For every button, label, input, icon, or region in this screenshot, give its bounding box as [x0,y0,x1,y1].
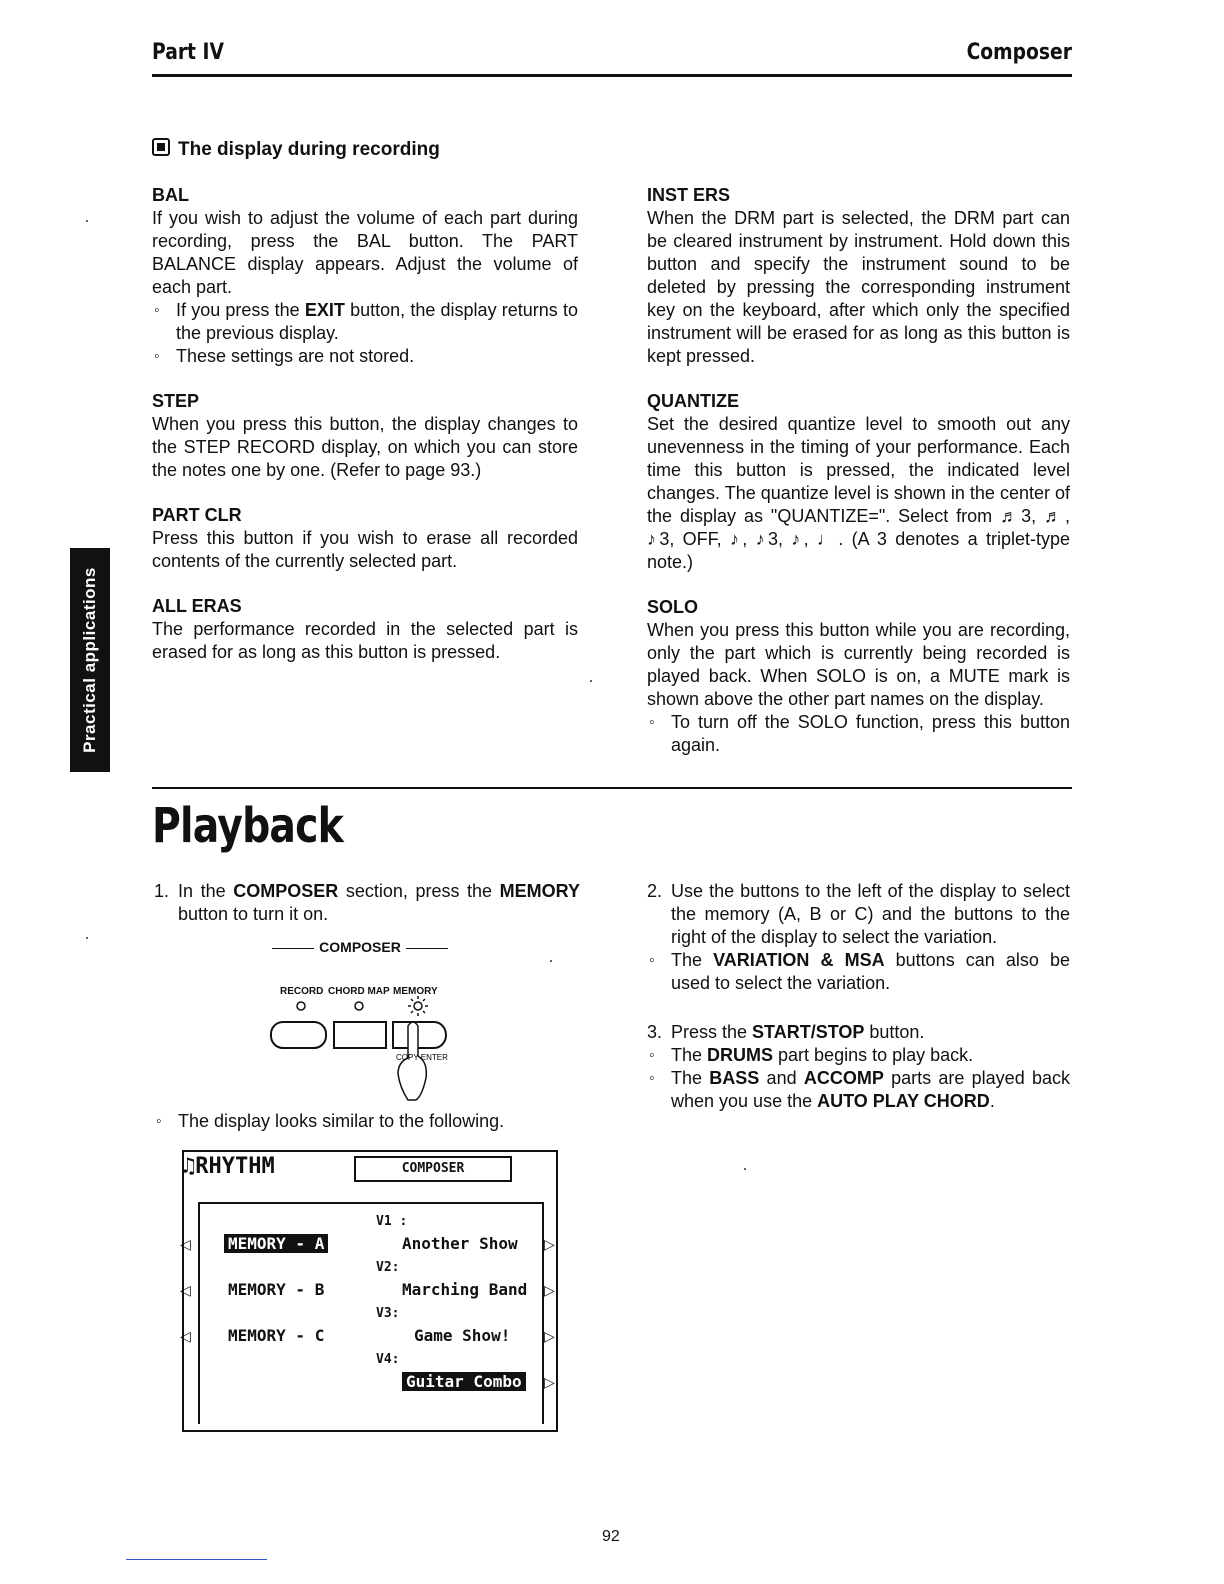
step-body: When you press this button, the display changes to the STEP RECORD display, on which you can store the notes one by one. (Refer to page 93.) [152,414,578,480]
step-3-bullet-1: ◦ The DRUMS part begins to play back. [647,1044,1070,1067]
right-column [647,184,1070,757]
v3-label: V3: [376,1306,400,1321]
v2-value: Marching Band [402,1280,528,1299]
header-chapter: Composer [966,40,1072,65]
side-tab [70,548,110,772]
playback-title: Playback [152,798,344,854]
memory-a-selected[interactable]: MEMORY - A [224,1234,328,1253]
scan-speck [550,960,552,962]
copy-enter-label: COPY ENTER [396,1053,448,1062]
bal-heading: BAL [152,185,189,205]
memory-c[interactable]: MEMORY - C [228,1326,325,1345]
chord-map-led-icon [355,1002,363,1010]
header-rule [152,74,1072,77]
inst-ers-body: When the DRM part is selected, the DRM part can be cleared instrument by instrument. Hold down this button and specify the instrument sound to be deleted by pressing the corresponding instrument key on the keyboard, after which only the specified instrument will be erased for as long as this button is kept pressed. [647,208,1070,366]
right-arrow-icon[interactable]: ▷ [544,1236,555,1252]
v4-label: V4: [376,1352,400,1367]
v1-label: V1 : [376,1214,408,1229]
part-clr-body: Press this button if you wish to erase all recorded contents of the currently selected part. [152,528,578,571]
step-heading: STEP [152,391,200,411]
step-2-text: 2. Use the buttons to the left of the display to select the memory (A, B or C) and the buttons to the right of the display to select the variation. [647,881,1070,947]
scan-speck [590,680,592,682]
inst-ers-heading: INST ERS [647,185,731,205]
section-title-text: The display during recording [178,139,440,160]
record-button[interactable] [271,1022,326,1048]
right-arrow-icon[interactable]: ▷ [544,1328,555,1344]
solo-bullet: ◦ To turn off the SOLO function, press this button again. [647,711,1070,757]
v4-value-selected[interactable]: Guitar Combo [402,1372,526,1391]
solo-body: When you press this button while you are recording, only the part which is currently being recorded is played back. When SOLO is on, a MUTE mark is shown above the other part names on the display. [647,620,1070,709]
all-eras-block [152,595,578,664]
step-3-bullet-2: ◦ The BASS and ACCOMP parts are played back when you use the AUTO PLAY CHORD. [647,1067,1070,1113]
right-arrow-icon[interactable]: ▷ [544,1374,555,1390]
left-arrow-icon[interactable]: ◁ [180,1236,191,1252]
rhythm-icon: ♫ [182,1154,196,1179]
solo-heading: SOLO [647,597,699,617]
right-arrow-icon[interactable]: ▷ [544,1282,555,1298]
footnote-rule [126,1559,267,1560]
composer-mode-box: COMPOSER [354,1156,512,1182]
header-part: Part IV [152,40,224,65]
rhythm-header [182,1154,275,1179]
chord-map-label: CHORD MAP [328,986,390,997]
left-column [152,184,578,664]
side-tab-label: Practical applications [80,567,99,753]
section-rule [152,787,1072,789]
all-eras-body: The performance recorded in the selected part is erased for as long as this button is pressed. [152,619,578,662]
solo-block [647,596,1070,757]
v2-label: V2: [376,1260,400,1275]
page-number: 92 [602,1528,620,1545]
quantize-heading: QUANTIZE [647,391,739,411]
composer-panel-label: COMPOSER [272,939,448,955]
part-clr-block [152,504,578,573]
bal-bullet-2: ◦ These settings are not stored. [152,345,578,368]
part-clr-heading: PART CLR [152,505,242,525]
memory-label: MEMORY [393,986,438,997]
step-block [152,390,578,482]
composer-panel-illustration [266,996,456,1106]
scan-speck [86,220,88,222]
memory-led-lit-icon [408,996,428,1016]
scan-speck [744,1168,746,1170]
v3-value: Game Show! [414,1326,511,1345]
bal-block [152,184,578,368]
inst-ers-block [647,184,1070,368]
step-3-text: 3. Press the START/STOP button. [647,1022,925,1042]
steps-right [647,880,1070,1113]
quantize-body: Set the desired quantize level to smooth out any unevenness in the timing of your performance. Each time this button is pressed, the indicated level changes. The quantize level is shown in the center of the display as "QUANTIZE=". Select from ♬3, ♬, ♪3, OFF, ♪, ♪3, ♪, ♩. (A 3 denotes a triplet-type note.) [647,414,1070,572]
left-arrow-icon[interactable]: ◁ [180,1282,191,1298]
section-bullet-icon [152,138,170,156]
all-eras-heading: ALL ERAS [152,596,242,616]
v1-value: Another Show [402,1234,518,1253]
left-arrow-icon[interactable]: ◁ [180,1328,191,1344]
record-label: RECORD [280,986,324,997]
lcd-display [182,1150,558,1432]
step-1-bullet-wrap [154,1110,580,1133]
section-title [152,138,440,161]
step-2-bullet: ◦ The VARIATION & MSA buttons can also be used to select the variation. [647,949,1070,995]
rhythm-label: RHYTHM [195,1154,275,1179]
memory-button[interactable] [393,1022,446,1048]
bal-body: If you wish to adjust the volume of each part during recording, press the BAL button. The PART BALANCE display appears. Adjust the volume of each part. [152,208,578,297]
scan-speck [86,937,88,939]
record-led-icon [297,1002,305,1010]
step-1-text: 1. In the COMPOSER section, press the MEMORY button to turn it on. [154,881,580,924]
quantize-block [647,390,1070,574]
bal-bullet-1: ◦ If you press the EXIT button, the display returns to the previous display. [152,299,578,345]
step-1-bullet: ◦ The display looks similar to the following. [154,1110,580,1133]
memory-b[interactable]: MEMORY - B [228,1280,325,1299]
lcd-rows [180,1214,556,1422]
step-1 [154,880,580,926]
chord-map-button[interactable] [334,1022,386,1048]
